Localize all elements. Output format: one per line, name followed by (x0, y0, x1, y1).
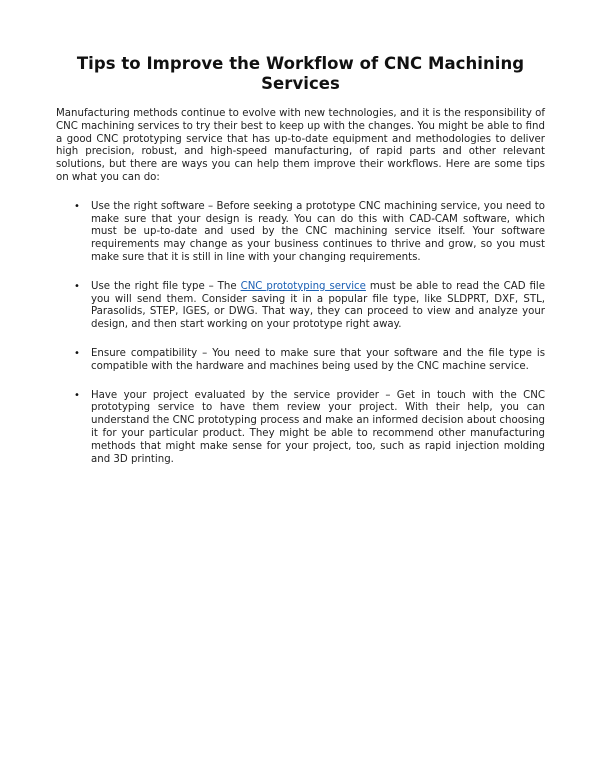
tips-list (56, 201, 545, 467)
tip-text-before-link: Use the right file type – The (91, 280, 241, 292)
intro-paragraph: Manufacturing methods continue to evolve with new technologies, and it is the responsibility of CNC machining services to try their best to keep up with the changes. You might be able to find a good CNC prototyping service that has up-to-date equipment and methodologies to deliver high precision, robust, and high-speed manufacturing, of rapid parts and other relevant solutions, but there are ways you can help them improve their workflows. Here are some tips on what you can do: (56, 108, 545, 183)
list-item (56, 201, 545, 265)
list-item (56, 281, 545, 332)
page-title: Tips to Improve the Workflow of CNC Machining Services (76, 54, 525, 93)
tip-text-after-link: must be able to read the CAD file you will send them. Consider saving it in a popular file type, like SLDPRT, DXF, STL, Parasolids, STEP, IGES, or DWG. That way, they can proceed to view and analyze your design, and then start working on your prototype right away. (91, 280, 546, 331)
bullet-icon: • (74, 200, 80, 212)
tip-text: Have your project evaluated by the service provider – Get in touch with the CNC prototyping service to have them review your project. With their help, you can understand the CNC prototyping process and make an informed decision about choosing it for your particular product. They might be able to recommend other manufacturing methods that might make sense for your project, too, such as rapid injection molding and 3D printing. (91, 389, 545, 465)
bullet-icon: • (74, 347, 80, 359)
bullet-icon: • (74, 280, 80, 292)
tip-text: Use the right software – Before seeking a prototype CNC machining service, you need to make sure that your design is ready. You can do this with CAD-CAM software, which must be up-to-date and used by the CNC machining service itself. Your software requirements may change as your business continues to thrive and grow, so you must make sure that it is still in line with your changing requirements. (91, 200, 545, 263)
list-item (56, 390, 545, 467)
cnc-prototyping-service-link[interactable]: CNC prototyping service (240, 280, 366, 292)
bullet-icon: • (74, 389, 80, 401)
tip-text: Ensure compatibility – You need to make sure that your software and the file type is compatible with the hardware and machines being used by the CNC machine service. (91, 347, 545, 372)
list-item (56, 348, 545, 374)
